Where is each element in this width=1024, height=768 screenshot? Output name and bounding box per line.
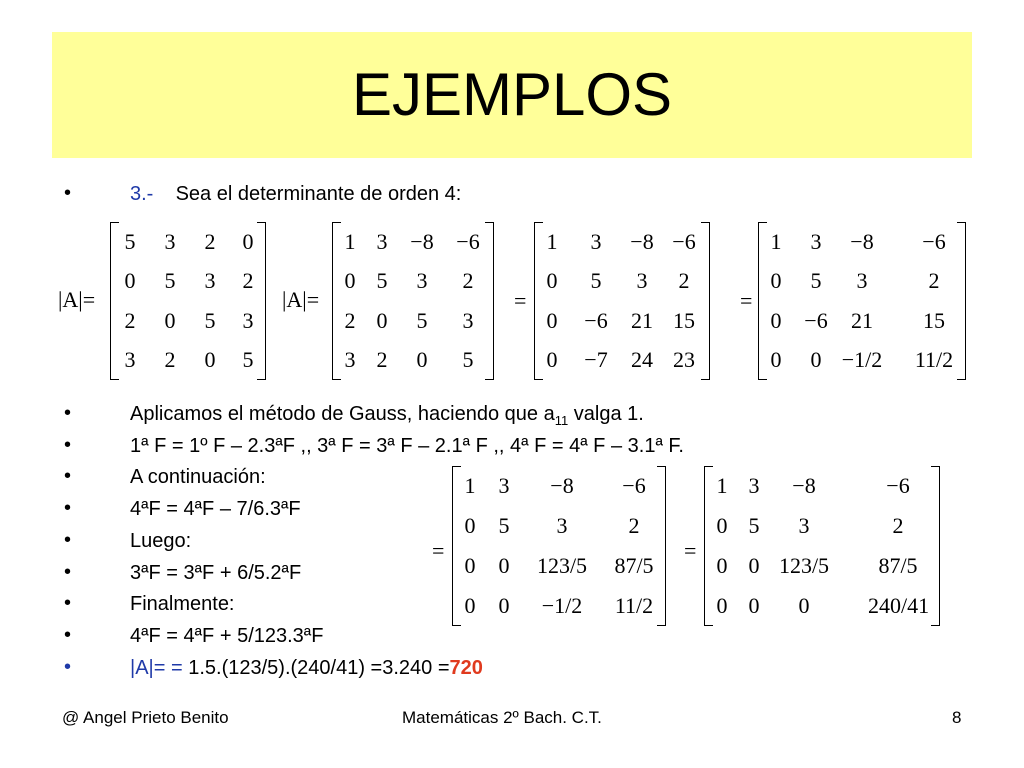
matrix-cell: 24 bbox=[631, 347, 653, 373]
matrix-cell: 0 bbox=[464, 513, 476, 538]
equals-sign-4: = bbox=[684, 538, 697, 563]
det-label-1: |A|= bbox=[58, 287, 96, 312]
matrix-1 bbox=[110, 222, 266, 380]
matrix-cell: 0 bbox=[204, 347, 216, 373]
matrix-cell: 3 bbox=[856, 268, 868, 294]
matrix-cell: 3 bbox=[344, 347, 356, 373]
matrix-cell: 23 bbox=[673, 347, 695, 373]
bullet-op-4: 4ªF = 4ªF – 7/6.3ªF bbox=[130, 498, 301, 520]
matrix-cell: 21 bbox=[851, 307, 873, 333]
bullet-dot: • bbox=[64, 434, 72, 456]
bullet-dot: • bbox=[64, 497, 72, 519]
matrix-cell: 2 bbox=[376, 347, 388, 373]
right-bracket bbox=[931, 466, 940, 626]
matrix-cell: 3 bbox=[242, 307, 254, 333]
matrix-cell: 123/5 bbox=[778, 553, 830, 578]
matrix-cell: 87/5 bbox=[878, 553, 918, 578]
bullet-op-3: 3ªF = 3ªF + 6/5.2ªF bbox=[130, 562, 302, 584]
matrix-cell: 0 bbox=[464, 593, 476, 618]
matrix-cell: 0 bbox=[546, 347, 558, 373]
intro-line bbox=[130, 182, 461, 206]
matrix-cell: 0 bbox=[810, 347, 822, 373]
matrix-cell: 0 bbox=[464, 553, 476, 578]
equals-sign-2: = bbox=[740, 288, 753, 313]
bullet-result: |A|= = 1.5.(123/5).(240/41) =3.240 =720 bbox=[130, 657, 483, 679]
matrix-cell: −8 bbox=[550, 473, 574, 498]
matrix-cell: 2 bbox=[344, 307, 356, 333]
matrix-cell: 2 bbox=[678, 268, 690, 294]
matrix-cell: 0 bbox=[770, 307, 782, 333]
footer-course: Matemáticas 2º Bach. C.T. bbox=[402, 708, 602, 727]
bullet-dot: • bbox=[64, 402, 72, 424]
matrix-cell: 0 bbox=[716, 593, 728, 618]
bullet-row-ops: 1ª F = 1º F – 2.3ªF ,, 3ª F = 3ª F – 2.1ª F ,, 4ª F = 4ª F – 3.1ª F. bbox=[130, 435, 684, 457]
matrix-cell: 1 bbox=[770, 228, 782, 254]
matrix-cell: 2 bbox=[242, 268, 254, 294]
matrix-cell: 1 bbox=[716, 473, 728, 498]
matrix-cell: 5 bbox=[204, 307, 216, 333]
matrix-2 bbox=[332, 222, 494, 380]
subscript-11: 11 bbox=[554, 413, 569, 428]
matrix-cell: 5 bbox=[242, 347, 254, 373]
matrix-cell: 2 bbox=[892, 513, 904, 538]
matrix-cell: 11/2 bbox=[614, 593, 654, 618]
matrix-cell: 3 bbox=[462, 307, 474, 333]
footer-author: @ Angel Prieto Benito bbox=[62, 708, 229, 727]
matrix-cell: −6 bbox=[584, 307, 608, 333]
matrix-cell: 87/5 bbox=[614, 553, 654, 578]
matrix-cell: 2 bbox=[928, 268, 940, 294]
title-band bbox=[52, 32, 972, 158]
matrix-cell: −7 bbox=[584, 347, 608, 373]
bullet-finalmente: Finalmente: bbox=[130, 593, 235, 615]
matrix-cell: 0 bbox=[498, 553, 510, 578]
matrix-cell: 1 bbox=[546, 228, 558, 254]
result-label: |A|= bbox=[130, 657, 166, 679]
matrix-cell: 5 bbox=[498, 513, 510, 538]
matrix-cell: 15 bbox=[923, 307, 945, 333]
matrix-cell: 3 bbox=[636, 268, 648, 294]
matrix-cell: 11/2 bbox=[914, 347, 954, 373]
matrix-cell: −8 bbox=[630, 228, 654, 254]
det-label-2: |A|= bbox=[282, 287, 320, 312]
matrix-cell: 2 bbox=[628, 513, 640, 538]
matrix-cell: 0 bbox=[798, 593, 810, 618]
matrix-cell: −6 bbox=[804, 307, 828, 333]
matrix-cell: 2 bbox=[462, 268, 474, 294]
matrix-3 bbox=[534, 222, 710, 380]
matrix-cell: −1/2 bbox=[541, 593, 583, 618]
matrix-cell: −8 bbox=[792, 473, 816, 498]
bullet-dot: • bbox=[64, 465, 72, 487]
matrix-cell: 2 bbox=[124, 307, 136, 333]
bullet-dot: • bbox=[64, 529, 72, 551]
matrix-cell: 0 bbox=[546, 268, 558, 294]
matrix-cell: 3 bbox=[748, 473, 760, 498]
matrix-cell: 2 bbox=[164, 347, 176, 373]
matrix-cell: 15 bbox=[673, 307, 695, 333]
matrix-cell: 0 bbox=[344, 268, 356, 294]
bullet-dot: • bbox=[64, 561, 72, 583]
matrix-cell: 0 bbox=[164, 307, 176, 333]
matrix-cell: 0 bbox=[748, 553, 760, 578]
bullet-op-final: 4ªF = 4ªF + 5/123.3ªF bbox=[130, 625, 324, 647]
matrix-cell: 5 bbox=[376, 268, 388, 294]
matrix-4 bbox=[758, 222, 966, 380]
matrix-cell: −8 bbox=[410, 228, 434, 254]
matrix-cell: 3 bbox=[498, 473, 510, 498]
matrix-6 bbox=[704, 466, 940, 626]
matrix-cell: 3 bbox=[376, 228, 388, 254]
matrix-cell: −6 bbox=[672, 228, 696, 254]
matrix-cell: 3 bbox=[416, 268, 428, 294]
matrix-cell: 3 bbox=[124, 347, 136, 373]
matrix-cell: 5 bbox=[590, 268, 602, 294]
equals-sign-1: = bbox=[514, 288, 527, 313]
matrix-cell: 5 bbox=[462, 347, 474, 373]
matrix-cell: −6 bbox=[622, 473, 646, 498]
matrix-cell: 1 bbox=[344, 228, 356, 254]
matrix-cell: 5 bbox=[748, 513, 760, 538]
matrix-cell: 0 bbox=[770, 347, 782, 373]
matrix-cell: −1/2 bbox=[841, 347, 883, 373]
matrix-cell: −6 bbox=[886, 473, 910, 498]
matrix-cell: 5 bbox=[416, 307, 428, 333]
matrix-cell: 0 bbox=[770, 268, 782, 294]
matrix-cell: 3 bbox=[556, 513, 568, 538]
matrix-cell: 3 bbox=[590, 228, 602, 254]
equals-sign-3: = bbox=[432, 538, 445, 563]
matrix-cell: 0 bbox=[498, 593, 510, 618]
matrix-cell: 0 bbox=[376, 307, 388, 333]
matrix-cell: 3 bbox=[798, 513, 810, 538]
bullet-luego: Luego: bbox=[130, 530, 192, 552]
matrix-cell: 0 bbox=[124, 268, 136, 294]
intro-text: Sea el determinante de orden 4: bbox=[175, 183, 462, 205]
page-number: 8 bbox=[952, 708, 962, 727]
matrix-cell: 3 bbox=[810, 228, 822, 254]
matrix-cell: 3 bbox=[204, 268, 216, 294]
slide-title: EJEMPLOS bbox=[351, 61, 673, 128]
bullet-dot: • bbox=[64, 624, 72, 646]
matrix-cell: 1 bbox=[464, 473, 476, 498]
matrix-cell: 123/5 bbox=[536, 553, 588, 578]
matrix-cell: −8 bbox=[850, 228, 874, 254]
intro-number: 3.- bbox=[130, 183, 154, 205]
matrix-cell: 21 bbox=[631, 307, 653, 333]
matrix-cell: −6 bbox=[456, 228, 480, 254]
bullet-gauss: Aplicamos el método de Gauss, haciendo que $a_{11}$ valga 1. bbox=[130, 403, 644, 428]
matrix-cell: −6 bbox=[922, 228, 946, 254]
bullet-dot: • bbox=[64, 592, 72, 614]
matrix-cell: 5 bbox=[124, 228, 136, 254]
matrix-cell: 5 bbox=[810, 268, 822, 294]
matrix-cell: 0 bbox=[242, 228, 254, 254]
matrix-cell: 0 bbox=[546, 307, 558, 333]
matrix-cell: 240/41 bbox=[868, 593, 930, 618]
matrix-cell: 3 bbox=[164, 228, 176, 254]
result-expression: 1.5.(123/5).(240/41) =3.240 = bbox=[188, 657, 450, 679]
matrix-cell: 0 bbox=[716, 553, 728, 578]
matrix-cell: 0 bbox=[748, 593, 760, 618]
result-value: 720 bbox=[449, 657, 483, 679]
matrix-cell: 2 bbox=[204, 228, 216, 254]
matrix-cell: 0 bbox=[716, 513, 728, 538]
bullet-continuation: A continuación: bbox=[130, 466, 266, 488]
matrix-cell: 5 bbox=[164, 268, 176, 294]
matrix-5 bbox=[452, 466, 666, 626]
matrix-cell: 0 bbox=[416, 347, 428, 373]
bullet-dot: • bbox=[64, 182, 72, 204]
bullet-dot: • bbox=[64, 656, 72, 678]
